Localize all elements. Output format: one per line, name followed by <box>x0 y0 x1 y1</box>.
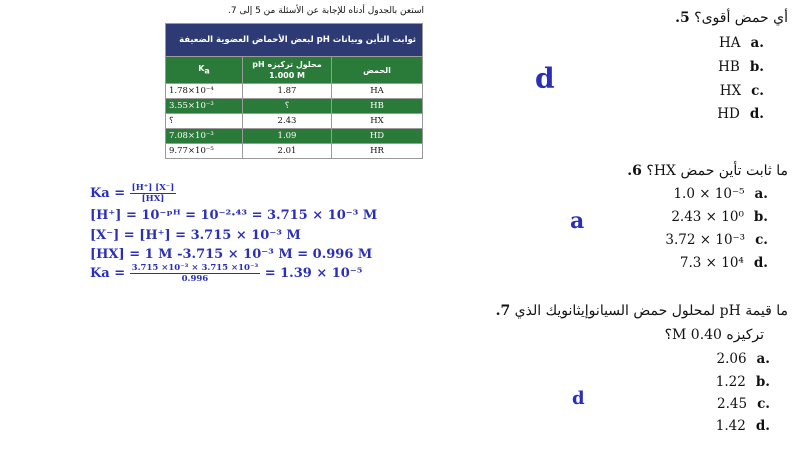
acid-data-table <box>165 23 423 159</box>
option-q5-a: HA a. <box>719 35 764 51</box>
question-6 <box>627 163 788 179</box>
header-ph-line1: pH محلول تركيزه <box>252 60 322 69</box>
cell-ph: 1.87 <box>243 84 332 99</box>
option-q5-b: HB b. <box>718 59 764 75</box>
formula-hx-concentration: [HX] = 1 M -3.715 × 10⁻³ M = 0.996 M <box>90 247 373 262</box>
answer-q7: d <box>572 388 585 409</box>
cell-ka: 9.77×10⁻⁵ <box>166 144 243 159</box>
table-row <box>166 84 423 99</box>
cell-ka: 1.78×10⁻⁴ <box>166 84 243 99</box>
header-acid: الحمض <box>332 57 423 84</box>
fraction-denominator: 0.996 <box>181 274 209 284</box>
cell-ka: ؟ <box>166 114 243 129</box>
question-7-line2: تركيزه 0.40 M؟ <box>664 327 764 343</box>
question-text: ما قيمة pH لمحلول حمض السيانوإيثانويك الذي <box>514 303 788 319</box>
table-row <box>166 99 423 114</box>
option-q6-d: 7.3 × 10⁴ d. <box>679 255 768 271</box>
cell-ph: 2.01 <box>243 144 332 159</box>
table-row <box>166 144 423 159</box>
option-q6-a: 1.0 × 10⁻⁵ a. <box>673 186 768 202</box>
cell-ph: 1.09 <box>243 129 332 144</box>
question-number: 6. <box>627 163 642 179</box>
cell-acid: HX <box>332 114 423 129</box>
option-q6-b: 2.43 × 10⁰ b. <box>671 209 768 225</box>
formula-ka-definition <box>90 183 176 204</box>
formula-ka-result <box>90 263 362 284</box>
header-ph-line2: 1.000 M <box>268 71 306 80</box>
formula-h-concentration: [H⁺] = 10⁻ᵖᴴ = 10⁻²·⁴³ = 3.715 × 10⁻³ M <box>90 208 378 223</box>
formula-lhs: Ka = <box>90 266 130 281</box>
fraction-numerator: 3.715 ×10⁻³ × 3.715 ×10⁻³ <box>131 263 259 273</box>
table-row <box>166 114 423 129</box>
table-row <box>166 129 423 144</box>
header-ph <box>243 57 332 84</box>
option-q7-a: 2.06 a. <box>716 351 770 367</box>
question-text: أي حمض أقوى؟ <box>694 10 788 26</box>
table-caption: ثوابت التأين وبيانات pH لبعض الأحماض العضوية الضعيفة <box>166 24 423 57</box>
option-q5-d: HD d. <box>717 106 764 122</box>
fraction-denominator: [HX] <box>141 194 165 204</box>
option-q6-c: 3.72 × 10⁻³ c. <box>665 232 768 248</box>
option-q7-b: 1.22 b. <box>715 374 770 390</box>
answer-q5: d <box>535 62 555 95</box>
answer-q6: a <box>570 208 585 234</box>
cell-acid: HR <box>332 144 423 159</box>
cell-ka: 7.08×10⁻³ <box>166 129 243 144</box>
question-5 <box>675 10 788 26</box>
question-7 <box>496 303 788 319</box>
formula-fraction <box>130 183 177 204</box>
question-text: ما ثابت تأين حمض HX؟ <box>646 163 788 179</box>
formula-fraction <box>130 263 261 284</box>
cell-acid: HA <box>332 84 423 99</box>
cell-ka: 3.55×10⁻³ <box>166 99 243 114</box>
cell-acid: HD <box>332 129 423 144</box>
question-number: 5. <box>675 10 690 26</box>
formula-lhs: Ka = <box>90 186 130 201</box>
instruction-text: استعن بالجدول أدناه للإجابة عن الأسئلة من 5 إلى 7. <box>227 6 424 16</box>
option-q7-d: 1.42 d. <box>715 418 770 434</box>
option-q5-c: HX c. <box>719 83 764 99</box>
question-number: 7. <box>495 303 511 319</box>
option-q7-c: 2.45 c. <box>717 396 770 412</box>
cell-ph: ؟ <box>243 99 332 114</box>
formula-x-concentration: [X⁻] = [H⁺] = 3.715 × 10⁻³ M <box>90 228 301 243</box>
formula-rhs: = 1.39 × 10⁻⁵ <box>260 266 363 281</box>
fraction-numerator: [H⁺] [X⁻] <box>131 183 175 193</box>
header-ka: $K_a$ <box>166 57 243 84</box>
cell-acid: HB <box>332 99 423 114</box>
cell-ph: 2.43 <box>243 114 332 129</box>
